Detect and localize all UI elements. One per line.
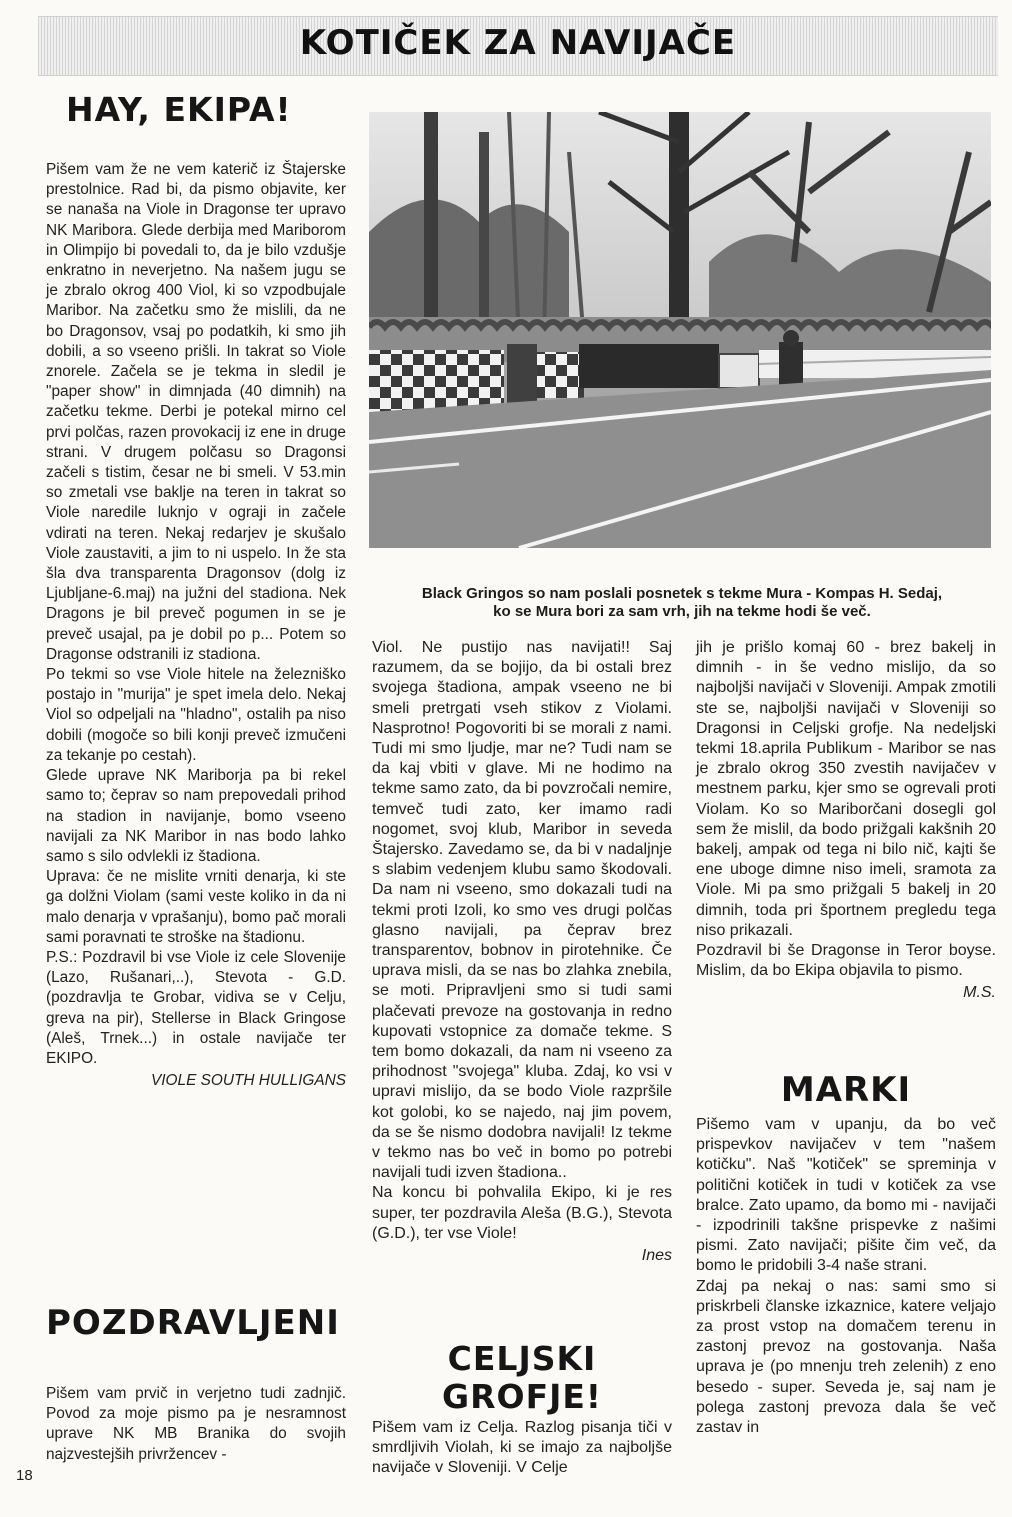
paragraph: Na koncu bi pohvalila Ekipo, ki je res super, ter pozdravila Aleša (B.G.), Stevota (G.D.), ter vse Viole! (372, 1184, 672, 1242)
section-banner (38, 16, 998, 76)
paragraph: Po tekmi so vse Viole hitele na železniško postajo in "murija" je spet imela delo. Nekaj Viol so odpeljali na "hladno", ostalih pa niso dobili (mogoče so bili konji preveč izmučeni za tekanje po cestah). (46, 666, 346, 764)
headline-line: GROFJE! (442, 1377, 602, 1416)
paragraph: Pišem vam prvič in verjetno tudi zadnjič. Povod za moje pismo pa je nesramnost uprave NK MB Branika do svojih najzvestejših privržencev - (46, 1385, 346, 1463)
headline-marki: MARKI (780, 1070, 912, 1110)
article-marki-body (696, 1115, 996, 1438)
paragraph: Viol. Ne pustijo nas navijati!! Saj razumem, da se bojijo, da bi ostali brez svojega štadiona, ampak vseeno ne bi smeli pretrgati vseh stikov z Violami. Nasprotno! Pogovoriti bi se morali z nami. Tudi mi smo ljudje, mar ne? Tudi nam se da kaj vbiti v glave. Mi ne hodimo na tekme samo zato, da bi povzročali nemire, temveč tudi zato, ker imamo radi nogomet, svoj klub, Maribor in seveda Štajersko. Zavedamo se, da bi v nadaljnje s slabim vedenjem klubu samo škodovali. Da nam ni vseeno, smo dokazali tudi na tekmi proti Izoli, ko smo ves drugi polčas glasno navijali, pa čeprav brez transparentov, bobnov in pirotehnike. Če uprava misli, da se nas bo zlahka znebila, se moti. Pripravljeni smo si tudi sami plačevati prevoze na gostovanja in redno kupovati vstopnice za domače tekme. S tem bomo dokazali, da nam ni vseeno za prihodnost "svojega" kluba. Zdaj, ko vsi v upravi mislijo, da se bodo Viole razpršile kot golobi, ko se najedo, naj jim povem, da se še nismo dodobra navijali! Iz tekme v tekmo nas bo več in bomo po potrebi navijali tudi izven štadiona.. (372, 639, 672, 1182)
middle-column-body (372, 638, 672, 1266)
article-hay-ekipa-body (46, 160, 346, 1091)
paragraph: Glede uprave NK Mariborja pa bi rekel samo to; čeprav so nam prepovedali prihod na stadion in navijanje, bomo vseeno navijali za NK Maribor in nas bodo lahko samo s silo odvlekli iz štadiona. (46, 767, 346, 865)
article-celjski-grofje-body (372, 1418, 672, 1479)
paragraph: Pišem vam že ne vem katerič iz Štajerske prestolnice. Rad bi, da pismo objavite, ker se nanaša na Viole in Dragonse ter upravo NK Maribora. Glede derbija med Mariborom in Olimpijo bi povedali to, da je bilo vzdušje enkratno in neverjetno. Na našem jugu se je zbralo okrog 400 Viol, ki so vzpodbujale Maribor. Na začetku smo že mislili, da ne bo Dragonsov, vsaj po podatkih, ki smo jih dobili, a so vseeno prišli. In takrat so Viole znorele. Začela se je tekma in sledil je "paper show" in dimnjada (40 dimnih) na začetku tekme. Derbi je potekal mirno cel prvi polčas, razen provokacij iz ene in druge strani. V drugem polčasu so Dragonsi začeli s tistim, česar ne bi smeli. V 53.min so zmetali vse baklje na teren in takrat so Viole naredile luknjo v ograji in začele vdirati na teren. Nekaj redarjev je skušalo Viole zaustaviti, a jim to ni uspelo. In že sta šla dva transparenta Dragonsov (dolg iz Ljubljane-6.maj) na južni del stadiona. Nek Dragons je bil preveč pogumen in se je preveč usajal, pa je dobil po p... Potem so Dragonse odstranili iz stadiona. (46, 161, 346, 663)
paragraph: P.S.: Pozdravil bi vse Viole iz cele Slovenije (Lazo, Rušanari,..), Stevota - G.D. (pozdravlja te Grobar, vidiva se v Celju, greva na pir), Stellerse in Black Gringose (Aleš, Trnek...) in ostale navijače ter EKIPO. (46, 948, 346, 1067)
signature: M.S. (963, 984, 996, 1002)
paragraph: Uprava: če ne mislite vrniti denarja, ki ste ga dolžni Violam (sami veste koliko in da ni malo denarja v vprašanju), bomo pač morali sami poravnati te stroške na štadionu. (46, 868, 346, 946)
headline-hay-ekipa: HAY, EKIPA! (66, 90, 292, 129)
right-column-body (696, 638, 996, 1004)
caption-line: ko se Mura bori za sam vrh, jih na tekme hodi še več. (493, 603, 871, 620)
signature: Ines (641, 1247, 672, 1265)
headline-line: CELJSKI (447, 1339, 597, 1378)
photo-caption (368, 585, 996, 621)
paragraph: Pišemo vam v upanju, da bo več prispevkov navijačev v tem "našem kotičku". Naš "kotiček" se spreminja v politični kotiček in tudi v kotiček za vse bralce. Zato upamo, da bomo mi - navijači - izpodrinili takšne prispevke z našimi pismi. Zato navijači; pišite čim več, da bomo le pridobili 3-4 naše strani. (696, 1116, 996, 1275)
signature: VIOLE SOUTH HULLIGANS (151, 1072, 346, 1090)
headline-celjski-grofje (372, 1340, 672, 1416)
paragraph: Zdaj pa nekaj o nas: sami smo si priskrbeli članske izkaznice, katere veljajo za prost vstop na domačem terenu in zastonj prevoz na gostovanja. Naša uprava je (po mnenju treh zelenih) z eno besedo - super. Seveda je, saj nam je polega zastonj prevoza dala še več zastav in (696, 1277, 996, 1437)
caption-line: Black Gringos so nam poslali posnetek s tekme Mura - Kompas H. Sedaj, (421, 585, 943, 602)
page-number: 18 (16, 1467, 33, 1484)
stadium-photo (369, 112, 991, 548)
paragraph: Pozdravil bi še Dragonse in Teror boyse. Mislim, da bo Ekipa objavila to pismo. (696, 942, 996, 980)
section-title: KOTIČEK ZA NAVIJAČE (299, 23, 737, 63)
paragraph: Pišem vam iz Celja. Razlog pisanja tiči v smrdljivih Violah, ki se imajo za najboljše navijače v Sloveniji. V Celje (372, 1419, 672, 1477)
paragraph: jih je prišlo komaj 60 - brez bakelj in dimnih - in še vedno mislijo, da so najboljši navijači v Sloveniji. Ampak zmotili ste se, najboljši navijači v Sloveniji so Dragonsi in Celjski grofje. Na nedeljski tekmi 18.aprila Publikum - Maribor se nas je zbralo okrog 350 zvestih navijačev v mestnem parku, kjer smo se ogrevali proti Violam. Ko so Mariborčani dosegli gol sem že mislil, da bodo prižgali kakšnih 20 bakelj, ampak od tega ni bilo nič, kajti še ene uboge dimne niso imeli, sramota za Viole. Mi pa smo prižgali 5 bakelj in 20 dimnih, toda pri športnem pregledu tega niso prikazali. (696, 639, 996, 939)
headline-pozdravljeni: POZDRAVLJENI (46, 1303, 340, 1343)
article-pozdravljeni-body (46, 1384, 346, 1465)
